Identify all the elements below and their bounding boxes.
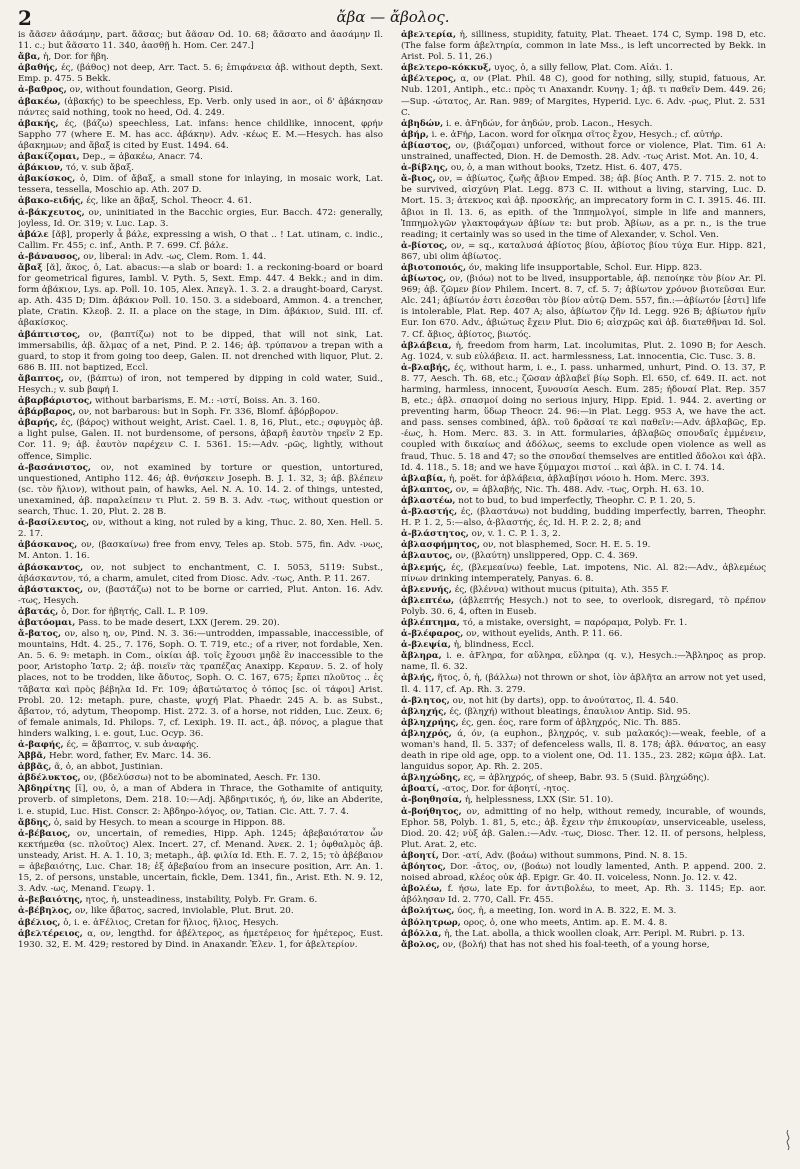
entry-headword: ἀβίωτος,: [401, 274, 447, 285]
entry-definition: ές, (βλέννα) without mucus (pituita), Ath. 355 F.: [454, 584, 669, 595]
entry-headword: ἀβηδών,: [401, 118, 444, 129]
dictionary-entry: [18, 918, 383, 929]
entry-headword: ἀ-βαθρος,: [18, 85, 67, 96]
entry-headword: ἀ-βλαβής,: [401, 362, 451, 373]
entry-headword: ἀ-βλητος,: [401, 695, 450, 706]
entry-definition: ον, = sq., καταλυσά ἀβίοτος βίου, ἀβίοτος βίου τύχα Eur. Hipp. 821, 867, ubi olim ἀβίωτος.: [401, 240, 766, 262]
entry-definition: Dep., = ἀβακέω, Anacr. 74.: [82, 152, 203, 163]
entry-definition: ον, without eyelids, Anth. P. 11. 66.: [466, 629, 623, 640]
entry-headword: ἀβέλιος,: [18, 917, 61, 928]
dictionary-entry: [401, 163, 766, 174]
dictionary-entry: [401, 784, 766, 795]
entry-headword: ἀβακής,: [18, 118, 59, 129]
entry-definition: ον, also η, ον, Pind. N. 3. 36:—untrodden, impassable, inaccessible, of mountains, Hdt. 4. 25., 7. 176, Soph. O. T. 719, etc.; of a river, not fordable, Xen. An. 5. 6. 9: metaph. in Com., οἰκίαι ἀβ. τοῖς ἔχουσι μηδὲ ἓν inaccessible to the poor, Aristopho Ἰατρ. 2; ἀβ. ποιεῖν τὰς τραπέζας Anaxipp. Κεραυν. 5. 2. of holy places, not to be trodden, like ἄδυτος, Soph. O. C. 167, 675; ἔρπει πλοῦτος .. ἐς τἄβατα καὶ πρὸς βέβηλα Id. Fr. 109; ἀβατώτατος ὁ τόπος [sc. οἱ τάφοι] Arist. Probl. 20. 12: metaph. pure, chaste, ψυχή Plat. Phaedr. 245 A. b. as Subst., ἄβατον, τό, adytum, Theopomp. Hist. 272. 3. of a horse, not ridden, Luc. Zeux. 6; of female animals, Id. Philops. 7, cf. Lexiph. 19. II. act., ἀβ. πόνος, a plague that hinders walking, i. e. gout, Luc. Ocyp. 36.: [18, 629, 383, 739]
entry-definition: όν, making life insupportable, Schol. Eur. Hipp. 823.: [468, 262, 703, 273]
entry-definition: ἡ, Dor. for ἥβη.: [43, 52, 109, 63]
dictionary-entry: [401, 696, 766, 707]
entry-headword: ἀβελτέρειος,: [18, 928, 83, 939]
entry-definition: ὁ, i. e. ἀFέλιος, Cretan for ἥλιος, ἥλιος, Hesych.: [63, 917, 279, 928]
dictionary-entry: [401, 507, 766, 529]
dictionary-entry: [401, 718, 766, 729]
entry-headword: ἀβλαυτος,: [401, 551, 453, 562]
entry-headword: ἀβλάβεια,: [401, 340, 452, 351]
entry-headword: ἀ-βεβαιότης,: [18, 895, 83, 906]
entry-headword: ἀβλαπτος,: [401, 484, 453, 495]
dictionary-entry: [18, 585, 383, 607]
entry-definition: [ᾰβ], properly ἆ βάλε, expressing a wish, O that .. ! Lat. utinam, c. indic., Callim. Fr. 455; c. inf., Anth. P. 7. 699. Cf. βάλε.: [18, 229, 383, 251]
entry-headword: ἀ-βάκχευτος,: [18, 207, 85, 218]
entry-definition: ύος, ἡ, a meeting, Ion. word in A. B. 322, E. M. 3.: [457, 906, 677, 917]
entry-headword: ἄβολος,: [401, 939, 440, 950]
dictionary-entry: [401, 174, 766, 241]
entry-definition: ές, (βληχή) without bleatings, ἐπαυλιον Antip. Sid. 95.: [449, 706, 691, 717]
entry-headword: ἀβαρβάριστος,: [18, 396, 93, 407]
dictionary-entry: [401, 929, 766, 940]
dictionary-entry: [401, 551, 766, 562]
dictionary-entry: [401, 862, 766, 884]
dictionary-entry: [18, 518, 383, 540]
entry-headword: ἀβληχής,: [401, 706, 447, 717]
entry-headword: ἀββᾶς,: [18, 762, 52, 773]
entry-definition: (ἀβακής) to be speechless, Ep. Verb. only used in aor., οἱ δ' ἀβάκησαν πάντες said nothing, took no heed, Od. 4. 249.: [18, 96, 383, 118]
dictionary-entry: [401, 274, 766, 341]
entry-definition: τό, a mistake, oversight, = παρόραμα, Polyb. Fr. 1.: [462, 617, 688, 628]
entry-headword: ἀ-βλαστής,: [401, 507, 458, 518]
entry-definition: Pass. to be made desert, LXX (Jerem. 29. 20).: [78, 617, 280, 628]
dictionary-entry: [18, 152, 383, 163]
entry-definition: ον, (βαστάζω) not to be borne or carried, Plut. Anton. 16. Adv. -τως, Hesych.: [18, 584, 383, 606]
entry-definition: ές, (βλαστάνω) not budding, budding imperfectly, barren, Theophr. H. P. 1. 2, 5:—also, ἀ-βλαστής, ές, Id. H. P. 2. 2, 8; and: [401, 507, 766, 529]
entry-headword: ἀβάκιον,: [18, 163, 64, 174]
entry-definition: ῆτος, ὁ, ἡ, (βάλλω) not thrown or shot, ἰὸν ἀβλῆτα an arrow not yet used, Il. 4. 117, cf. Ap. Rh. 3. 279.: [401, 673, 766, 695]
entry-definition: ον, (βολή) that has not shed his foal-teeth, of a young horse,: [442, 939, 710, 950]
entry-definition: ἡ, silliness, stupidity, fatuity, Plat. Theaet. 174 C, Symp. 198 D, etc. (The false form ἀβελτηρία, common in late Mss., is left uncorrected by Bekk. in Arist. Pol. 5. 11, 26.): [401, 30, 766, 63]
entry-definition: i. e. ἀFήρ, Lacon. word for οἴκημα σῖτος ἔχον, Hesych.; cf. αὐτήρ.: [431, 129, 723, 140]
dictionary-entry: [401, 474, 766, 485]
entry-definition: ον, not blasphemed, Socr. H. E. 5. 19.: [482, 540, 651, 551]
entry-definition: ου, ὁ, a man without books, Tzetz. Hist. 6. 407, 475.: [450, 163, 683, 174]
entry-headword: ἀ-βλέφαρος,: [401, 629, 464, 640]
entry-headword: ἀβάρβαρος,: [18, 407, 76, 418]
entry-headword: ἀ-βοήθητος,: [401, 806, 462, 817]
entry-definition: ές, gen. έος, rare form of ἀβληχρός, Nic. Th. 885.: [461, 717, 681, 728]
entry-headword: ἀβάλε: [18, 229, 49, 240]
entry-headword: ἀ-βέβαιος,: [18, 828, 71, 839]
dictionary-entry: [401, 651, 766, 673]
entry-definition: ὁ, said by Hesych. to mean a scourge in Hippon. 88.: [53, 817, 286, 828]
dictionary-entry: [18, 174, 383, 196]
dictionary-entry: [401, 563, 766, 585]
entry-headword: ἀβλασφήμητος,: [401, 540, 481, 551]
entry-definition: [ῑ], ου, ὁ, a man of Abdera in Thrace, the Gothamite of antiquity, proverb. of simpletons, Dem. 218. 10:—Adj. Ἀβδηριτικός, ή, όν, like an Abderite, i. e. stupid, Luc. Hist. Conscr. 2: Ἀβδηρο-λόγος, ον, Tatian. Cic. Att. 7. 7. 4.: [18, 784, 383, 817]
entry-headword: ἀβατάς,: [18, 606, 59, 617]
entry-definition: ον, liberal: in Adv. -ως, Clem. Rom. 1. 44.: [83, 251, 267, 262]
entry-definition: without barbarisms, E. M.: -ιστί, Boiss. An. 3. 160.: [95, 396, 321, 407]
dictionary-entry: [401, 30, 766, 63]
dictionary-entry: [18, 252, 383, 263]
entry-headword: ἄβαξ: [18, 262, 43, 273]
entry-definition: ά, όν, (a euphon., βληχρός, v. sub μαλακός):—weak, feeble, of a woman's hand, Il. 5. 337; of defenceless walls, Il. 8. 178; ἀβλ. θάνατος, an easy death in ripe old age, opp. to a violent one, Od. 11. 135., 23. 282; κῶμα ἀβλ. Lat. languidus sopor, Ap. Rh. 2. 205.: [401, 728, 766, 773]
entry-definition: ἡ, poët. for ἀβλάβεια, ἀβλαβίῃσι νόοιο h. Hom. Merc. 393.: [449, 473, 710, 484]
dictionary-entry: [18, 929, 383, 951]
entry-headword: ἀβέλτερος,: [401, 74, 457, 85]
entry-definition: ον, uncertain, of remedies, Hipp. Aph. 1245; ἀβεβαιότατον ὧν κεκτήμεθα (sc. πλοῦτος) Alex. Incert. 27, cf. Menand. Ἀνεκ. 2. 1; ὀφθαλμὸς ἀβ. unsteady, Arist. H. A. 1. 10, 3; metaph., ἀβ. φιλία Id. Eth. E. 7. 2, 15; τὸ ἀβέβαιον = ἀβεβαιότης, Luc. Char. 18; ἐξ ἀβεβαίου from an insecure position, Arr. An. 1. 15, 2. of persons, unstable, uncertain, fickle, Dem. 1341, fin., Arist. Eth. N. 9. 12, 3. Adv. -ως, Menand. Γεωργ. 1.: [18, 828, 383, 895]
entry-headword: ἀ-βασίλευτος,: [18, 518, 90, 529]
entry-definition: ον, not examined by torture or question, untortured, unquestioned, Antipho 112. 46; ἀβ. θνήσκειν Joseph. B. J. 1. 32, 3; ἀβ. βλέπειν (sc. τὸν ἥλιον), without pain, of hawks, Ael. N. A. 10. 14. 2. of things, untested, unexamined, ἀβ. παραλείπειν τι Plut. 2. 59 B. 3. Adv. -τως, without question or search, Thuc. 1. 20, Plut. 2. 28 B.: [18, 462, 383, 518]
entry-definition: ἡ, helplessness, LXX (Sir. 51. 10).: [464, 795, 614, 806]
entry-headword: ἀβληχώδης,: [401, 773, 461, 784]
dictionary-entry: [18, 85, 383, 96]
dictionary-entry: [18, 63, 383, 85]
entry-definition: ον, (βιάζομαι) unforced, without force or violence, Plat. Tim. 61 A: unstrained, unaffected, Dion. H. de Demosth. 28. Adv. -τως Arist. Mot. An. 10, 4.: [401, 140, 766, 163]
dictionary-entry: [18, 740, 383, 751]
entry-definition: ορος, ὁ, one who meets, Antim. ap. E. M. 4. 8.: [463, 917, 668, 928]
dictionary-entry: [18, 784, 383, 817]
entry-definition: ον, (βιόω) not to be lived, insupportable, ἀβ. πεποίηκε τὸν βίον Ar. Pl. 969; ἀβ. ζῶμεν βίον Philem. Incert. 8. 7, cf. 5. 7; ἀβίωτον χρόνον βιοτεῦσαι Eur. Alc. 241; ἀβίωτόν ἐστι ἐσεσθαι τὸν βίον αὐτῷ Dem. 557, fin.:—ἀβίωτόν [ἐστι] life is intolerable, Plat. Rep. 407 A; also, ἀβίωτον ζῆν Id. Legg. 926 B; ἀβίωτον ἡμῖν Eur. Ion 670. Adv., ἀβιώτως ἔχειν Plut. Dio 6; αἰσχρῶς καὶ ἀβ. διατεθῆναι Id. Sol. 7. Cf. ἄβιος, ἀβίοτος, βιωτός.: [401, 274, 766, 340]
entry-definition: ον, not barbarous: but in Soph. Fr. 336, Blomf. ἀβόρβορον.: [78, 407, 339, 418]
dictionary-entry: [18, 263, 383, 330]
entry-headword: ἀ-βίβλης,: [401, 163, 449, 174]
entry-definition: τό, v. sub ἄβαξ.: [65, 163, 134, 174]
entry-headword: ἀβίαστος,: [401, 140, 452, 151]
entry-definition: [ᾰ], ἄκος, ὁ, Lat. abacus:—a slab or board: 1. a reckoning-board or board for geometrical figures, Iambl. V. Pyth. 5, Sext. Emp. 447. 4 Bekk.; and in dim. form ἀβάκιον, Lys. ap. Poll. 10. 105, Alex. Ἀπεγλ. 1. 3. 2. a draught-board, Caryst. ap. Ath. 435 D; Dim. ἀβάκιον Poll. 10. 150. 3. a sideboard, Ammon. 4. a trencher, plate, Cratin. Κλεοβ. 2. II. a place on the stage, in Dim. ἀβάκιον, Suid. III. cf. ἀβακίσκος.: [18, 262, 383, 329]
entry-headword: ἀβόλητρωρ,: [401, 917, 461, 928]
dictionary-entry: [401, 529, 766, 540]
entry-headword: ἀβληχρός,: [401, 728, 452, 739]
entry-headword: ἀβλεμής,: [401, 562, 447, 573]
entry-definition: Dor. -ατί, Adv. (βοάω) without summons, Pind. N. 8. 15.: [441, 850, 688, 861]
dictionary-entry: [401, 596, 766, 618]
entry-definition: ον, (βασκαίνω) free from envy, Teles ap. Stob. 575, fin. Adv. -νως, M. Anton. 1. 16.: [18, 540, 383, 562]
entry-definition: ον, v. 1. C. P. 1. 3, 2.: [471, 529, 561, 540]
entry-definition: ον, admitting of no help, without remedy, incurable, of wounds, Ephor. 58, Polyb. 1. 81, 5, etc.; ἀβ. ἔχειν τὴν ἐπικουρίαν, unserviceable, useless, Diod. 20. 42; νὺξ ἀβ. Galen.:—Adv. -τως, Diosc. Ther. 12. II. of persons, helpless, Plut. Arat. 2, etc.: [401, 806, 766, 850]
entry-definition: ές, = ἄβαπτος, v. sub ἀναφής.: [66, 740, 199, 750]
entry-headword: ἀβολέω,: [401, 884, 443, 895]
entry-headword: ἀβαθής,: [18, 63, 58, 74]
dictionary-entry: [18, 563, 383, 585]
entry-definition: ον, without foundation, Georg. Pisid.: [69, 85, 233, 96]
entry-definition: (ἀβλεπτής Hesych.) not to see, to overlook, disregard, τὸ πρέπον Polyb. 30. 6, 4, often in Euseb.: [401, 595, 766, 617]
entry-headword: ἀ-βέβηλος,: [18, 906, 73, 917]
entry-headword: ἀβόλλα,: [401, 928, 442, 939]
dictionary-entry: [401, 540, 766, 551]
entry-headword: ἀβοατί,: [401, 784, 440, 795]
entry-headword: ἀβλαστέω,: [401, 495, 456, 506]
entry-headword: ἀβολήτως,: [401, 906, 455, 917]
entry-definition: α, ον, lengthd. for ἀβέλτερος, as ἡμετέρειος for ἡμέτερος, Eust. 1930. 32, E. M. 429; restored by Dind. in Anaxandr. Ἑλεν. 1, for ἀβελτερίον.: [18, 928, 383, 950]
entry-headword: ἀβακίσκος,: [18, 174, 76, 185]
entry-headword: ἀβόητος,: [401, 862, 446, 873]
page-header: [14, 4, 772, 30]
entry-definition: is ἄᾶσεν ἀᾶσάμην, part. ἄᾶσας; but ἄᾶσαν Od. 10. 68; ἄᾶσατο and ἀασάμην Il. 11. c.; but ἄᾶσατο 11. 340, ἀασθῇ h. Hom. Cer. 247.]: [18, 30, 383, 52]
entry-definition: ές, without harm, i. e., I. pass. unharmed, unhurt, Pind. O. 13. 37, P. 8. 77, Aesch. Th. 68, etc.; ζῶσαν ἀβλαβεῖ βίῳ Soph. El. 650, cf. 649. II. act. not harming, harmless, innocent, ξυνουσία Aesch. Eum. 285; ἡδοναί Plat. Rep. 357 B, etc.; ἀβλ. σπασμοί doing no serious injury, Hipp. Epid. 1. 944. 2. averting or preventing harm, ὕδωρ Theocr. 24. 96:—in Plat. Legg. 953 A, we have the act. and pass. senses combined, ἀβλ. τοῦ δρᾶσαί τε καὶ παθεῖν:—Adv. ἀβλαβῶς, Ep. -έως, h. Hom. Merc. 83. 3. in Att. formularies, ἀβλαβῶς σπονδαῖς ἐμμένειν, coupled with δικαίως and ἀδόλως, seems to exclude open violence as well as fraud, Thuc. 5. 18 and 47; so the σπονδαί themselves are entitled ἄδολοι καὶ ἀβλ. Id. 4. 118., 5. 18; and we have ξύμμαχοι πιστοί .. καὶ ἀβλ. in C. I. 74. 14.: [401, 362, 766, 473]
entry-definition: α, ον (Plat. Phil. 48 C), good for nothing, silly, stupid, fatuous, Ar. Nub. 1201, Antiph., etc.: πρὸς τι Anaxandr. Κυνηγ. 1; ἀβ. τι παθεῖν Dem. 449. 26;—Sup. -ώτατος, Ar. Ran. 989; of Margites, Hyperid. Lyc. 6. Adv. -ρως, Plut. 2. 531 C.: [401, 74, 766, 118]
dictionary-entry: [401, 63, 766, 74]
entry-headword: Ἀβδηρίτης: [18, 784, 71, 795]
dictionary-entry: [401, 640, 766, 651]
entry-definition: Hebr. word, father, Ev. Marc. 14. 36.: [49, 751, 212, 762]
entry-definition: ον, (βαπτίζω) not to be dipped, that will not sink, Lat. immersabilis, ἀβ. ἅλμας of a net, Pind. P. 2. 146; ἀβ. τρύπανον a trepan with a guard, to stop it from going too deep, Galen. II. not drenched with liquor, Plut. 2. 686 B. III. not baptized, Eccl.: [18, 329, 383, 373]
dictionary-entry: [401, 363, 766, 474]
dictionary-entry: [18, 607, 383, 618]
dictionary-entry: [18, 230, 383, 252]
dictionary-entry: [18, 407, 383, 418]
dictionary-entry: [18, 906, 383, 917]
dictionary-entry: [18, 762, 383, 773]
entry-headword: ἀβλαβία,: [401, 473, 447, 484]
dictionary-entry: [401, 707, 766, 718]
dictionary-entry: [401, 851, 766, 862]
dictionary-entry: [401, 141, 766, 163]
dictionary-entry: [18, 196, 383, 207]
entry-definition: ἡ, the Lat. abolla, a thick woollen cloak, Arr. Peripl. M. Rubri. p. 13.: [444, 928, 745, 939]
entry-definition: ητος, ἡ, unsteadiness, instability, Polyb. Fr. Gram. 6.: [85, 895, 318, 906]
dictionary-entry: [18, 52, 383, 63]
dictionary-entry: [18, 30, 383, 52]
dictionary-entry: [401, 241, 766, 263]
dictionary-entry: [18, 163, 383, 174]
entry-definition: not to bud, to bud imperfectly, Theophr. C. P. 1. 20, 5.: [458, 495, 696, 506]
dictionary-entry: [401, 940, 766, 951]
entry-headword: ἀβάσκανος,: [18, 540, 78, 551]
entry-headword: ἀβακίζομαι,: [18, 152, 80, 163]
entry-definition: ές, like an ἄβαξ, Schol. Theocr. 4. 61.: [86, 196, 252, 207]
entry-definition: ἡ, freedom from harm, Lat. incolumitas, Plut. 2. 1090 B; for Aesch. Ag. 1024, v. sub εὐλάβεια. II. act. harmlessness, Lat. innocentia, Cic. Tusc. 3. 8.: [401, 340, 766, 362]
dictionary-entry: [401, 618, 766, 629]
entry-headword: ἀβοητί,: [401, 850, 439, 861]
dictionary-columns: [18, 30, 766, 1161]
dictionary-entry: [401, 795, 766, 806]
entry-definition: ον, not hit (by darts), opp. to ἀνούτατος, Il. 4. 540.: [452, 695, 679, 706]
dictionary-entry: [18, 629, 383, 740]
entry-definition: ον, uninitiated in the Bacchic orgies, Eur. Bacch. 472: generally, joyless, Id. Or. 319; v. Luc. Lap. 3.: [18, 207, 383, 229]
entry-definition: υγος, ὁ, a silly fellow, Plat. Com. Αἰάι. 1.: [494, 63, 673, 74]
dictionary-entry: [18, 208, 383, 230]
entry-headword: Ἀββᾶ,: [18, 751, 47, 762]
entry-headword: ἄβα,: [18, 52, 41, 63]
entry-definition: ες, = ἀβληχρός, of sheep, Babr. 93. 5 (Suid. βληχώδης).: [463, 773, 710, 784]
entry-definition: ἡ, blindness, Eccl.: [453, 640, 535, 651]
entry-headword: ἀ-βλεψία,: [401, 640, 451, 651]
dictionary-entry: [18, 618, 383, 629]
dictionary-entry: [401, 884, 766, 906]
dictionary-entry: [18, 895, 383, 906]
dictionary-entry: [18, 374, 383, 396]
entry-headword: ἀβλεπτέω,: [401, 595, 454, 606]
entry-headword: ἀβατόομαι,: [18, 617, 76, 628]
entry-headword: ἀβακο-ειδής,: [18, 196, 84, 207]
dictionary-entry: [401, 807, 766, 851]
entry-headword: ἄβαπτος,: [18, 373, 64, 384]
dictionary-entry: [401, 485, 766, 496]
entry-definition: ᾶ, ὁ, an abbot, Justinian.: [54, 762, 163, 773]
entry-headword: ἄ-βιος,: [401, 174, 436, 185]
dictionary-entry: [18, 773, 383, 784]
entry-headword: ἀβάσκαντος,: [18, 562, 84, 573]
entry-definition: ον, like ἄβατος, sacred, inviolable, Plut. Brut. 20.: [74, 906, 294, 917]
entry-headword: ἀβιοτοποιός,: [401, 262, 467, 273]
dictionary-entry: [401, 906, 766, 917]
entry-definition: ὁ, Dim. of ἄβαξ, a small stone for inlaying, in mosaic work, Lat. tessera, tessella, Moschio ap. Ath. 207 D.: [18, 174, 383, 196]
entry-headword: ἄβληρα,: [401, 651, 442, 662]
dictionary-entry: [18, 418, 383, 462]
dictionary-entry: [401, 496, 766, 507]
margin-ornament-icon: [782, 1129, 794, 1151]
entry-definition: ές, (βάρος) without weight, Arist. Cael. 1. 8, 16, Plut., etc.; σφυγμὸς ἀβ. a light pulse, Galen. II. not burdensome, of persons, ἀβαρῆ ἑαυτὸν τηρεῖν 2 Ep. Cor. 11. 9; ἀβ. ἑαυτὸν παρέχειν C. I. 5361. 15:—Adv. -ρῶς, lightly, without offence, Simplic.: [18, 418, 383, 462]
dictionary-entry: [18, 119, 383, 152]
dictionary-entry: [401, 918, 766, 929]
entry-headword: ἀβήρ,: [401, 129, 429, 140]
entry-definition: ές, (βάζω) speechless, Lat. infans: hence childlike, innocent, φρήν Sappho 77 (where E. M. has acc. ἀβάκην). Adv. -κέως E. M.—Hesych. has also ἀβακημων; and ἄβαξ is cited by Eust. 1494. 64.: [18, 118, 383, 151]
entry-definition: ον, without a king, not ruled by a king, Thuc. 2. 80, Xen. Hell. 5. 2. 17.: [18, 518, 383, 540]
dictionary-entry: [401, 341, 766, 363]
left-column: [18, 30, 392, 1161]
entry-headword: ἄβδης,: [18, 817, 52, 828]
entry-headword: ἀβαρής,: [18, 418, 58, 429]
dictionary-entry: [401, 585, 766, 596]
entry-headword: ἄ-βατος,: [18, 629, 62, 640]
entry-definition: i. e. ἀFληρα, for αὔληρα, εὔληρα (q. v.), Hesych.:—Ἄβληρος as prop. name, Il. 6. 32.: [401, 651, 766, 673]
dictionary-entry: [18, 396, 383, 407]
entry-definition: ές, (βλεμεαίνω) feeble, Lat. impotens, Nic. Al. 82:—Adv., ἀβλεμέως πίνων drinking intemperately, Panyas. 6. 8.: [401, 562, 766, 584]
entry-headword: ἀβλής,: [401, 673, 435, 684]
entry-definition: ον, (βλαύτη) unslippered, Opp. C. 4. 369.: [455, 551, 638, 562]
entry-headword: ἀβδέλυκτος,: [18, 773, 81, 784]
entry-headword: ἀβάστακτος,: [18, 584, 84, 595]
entry-definition: i. e. ἀFηδών, for ἀηδών, prob. Lacon., Hesych.: [446, 118, 653, 129]
page-number: 2: [18, 6, 32, 30]
entry-headword: ἀβληχρήης,: [401, 717, 459, 728]
entry-definition: ον, = ἀβίωτος, ζωῆς ἄβιον Emped. 38; ἀβ. βίος Anth. P. 7. 715. 2. not to be survived, αἰσχύνη Plat. Legg. 873 C. II. without a living, starving, Luc. D. Mort. 15. 3; ἀτεκνος καὶ ἀβ. προσκλής, an imprecatory form in C. I. 3915. 46. III. ἄβιοι in Il. 13. 6, as epith. of the Ἱππημολγοί, simple in life and manners, Ἱππημολγῶν γλακτοφάγων ἀβίων τε: but prob. Ἀβίων, as a pr. n., is the true reading; it certainly was so used in the time of Alexander, v. Schol. Ven.: [401, 174, 766, 240]
dictionary-entry: [18, 463, 383, 518]
dictionary-entry: [401, 74, 766, 118]
entry-headword: ἀβακέω,: [18, 96, 61, 107]
entry-definition: ον, = ἀβλαβής, Nic. Th. 488. Adv. -τως, Orph. H. 63. 10.: [455, 484, 705, 495]
dictionary-entry: [401, 773, 766, 784]
entry-definition: ές, (βάθος) not deep, Arr. Tact. 5. 6; ἐπιφάνεια ἀβ. without depth, Sext. Emp. p. 475. 5 Bekk.: [18, 63, 383, 85]
dictionary-entry: [18, 97, 383, 119]
dictionary-entry: [18, 829, 383, 896]
entry-headword: ἀβλέπτημα,: [401, 617, 460, 628]
entry-definition: -ατος, Dor. for ἀβοητί, -ητος.: [442, 784, 570, 795]
dictionary-entry: [401, 673, 766, 695]
right-column: [392, 30, 766, 1161]
running-head: ἄβα — ἄβολος.: [336, 8, 450, 26]
entry-headword: ἀ-βαφής,: [18, 740, 64, 750]
dictionary-entry: [401, 130, 766, 141]
entry-headword: ἀ-βασάνιστος,: [18, 462, 91, 473]
entry-definition: f. ήσω, late Ep. for ἀντιβολέω, to meet, Ap. Rh. 3. 1145; Ep. aor. ἀβόλησαν Id. 2. 770, Call. Fr. 455.: [401, 884, 766, 906]
entry-definition: ὁ, Dor. for ἡβητής, Call. L. P. 109.: [61, 606, 209, 617]
entry-headword: ἀβελτερία,: [401, 30, 457, 40]
entry-headword: ἀ-βίοτος,: [401, 240, 448, 251]
dictionary-entry: [18, 330, 383, 374]
entry-headword: ἀβάπτιστος,: [18, 329, 81, 340]
entry-headword: ἀ-βοηθησία,: [401, 795, 463, 806]
entry-headword: ἀ-βλάστητος,: [401, 529, 469, 540]
dictionary-entry: [401, 119, 766, 130]
entry-definition: ον, (βάπτω) of iron, not tempered by dipping in cold water, Suid., Hesych.; v. sub βαφή I.: [18, 373, 383, 395]
entry-headword: ἀβλεννής,: [401, 584, 452, 595]
dictionary-entry: [18, 751, 383, 762]
dictionary-entry: [18, 540, 383, 562]
dictionary-entry: [401, 263, 766, 274]
entry-definition: ον, not subject to enchantment, C. I. 5053, 5119: Subst., ἀβάσκαντον, τό, a charm, amulet, cited from Diosc. Adv. -τως, Anth. P. 11. 267.: [18, 562, 383, 584]
entry-headword: ἀβελτερο-κόκκυξ,: [401, 63, 492, 74]
entry-headword: ἀ-βάναυσος,: [18, 251, 81, 262]
entry-definition: Dor. -ᾱτος, ον, (βοάω) not loudly lamented, Anth. P. append. 200. 2. noised abroad, κλέος οὐκ ἀβ. Epigr. Gr. 40. II. voiceless, Nonn. Jo. 12. v. 42.: [401, 862, 766, 884]
entry-definition: ον, (βδελύσσω) not to be abominated, Aesch. Fr. 130.: [83, 773, 321, 784]
dictionary-entry: [18, 818, 383, 829]
dictionary-entry: [401, 629, 766, 640]
dictionary-entry: [401, 729, 766, 773]
